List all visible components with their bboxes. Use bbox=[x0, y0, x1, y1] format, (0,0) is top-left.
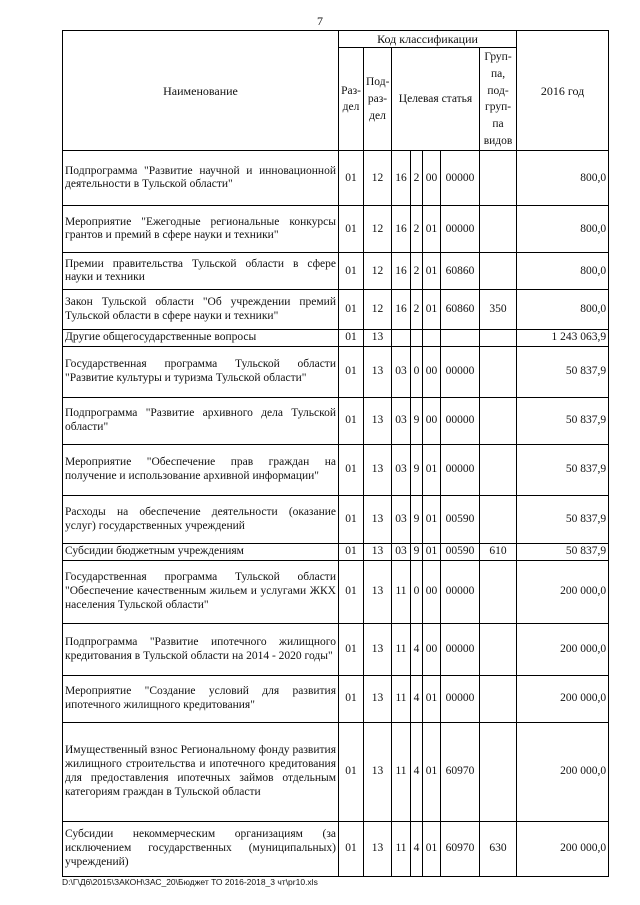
cell-amount: 50 837,9 bbox=[517, 398, 609, 445]
cell-c4: 00000 bbox=[441, 347, 480, 398]
page-number: 7 bbox=[317, 14, 323, 28]
table-row bbox=[63, 544, 609, 561]
cell-c1: 03 bbox=[392, 445, 411, 496]
file-path-footer: D:\Г\Д6\2015\ЗАКОН\ЗАС_20\Бюджет ТО 2016-2018_3 чт\pr10.xls bbox=[62, 877, 318, 887]
cell-c1: 03 bbox=[392, 347, 411, 398]
cell-c3: 01 bbox=[423, 445, 441, 496]
cell-pr: 12 bbox=[364, 290, 392, 330]
header-podrazdel: Под-раз-дел bbox=[364, 48, 392, 151]
cell-c2: 4 bbox=[411, 676, 423, 723]
cell-vr bbox=[480, 151, 517, 206]
cell-c2: 0 bbox=[411, 561, 423, 624]
cell-amount: 50 837,9 bbox=[517, 496, 609, 544]
header-razdel: Раз-дел bbox=[339, 48, 364, 151]
cell-amount: 800,0 bbox=[517, 253, 609, 290]
cell-rz: 01 bbox=[339, 561, 364, 624]
cell-name: Другие общегосударственные вопросы bbox=[63, 330, 339, 347]
cell-amount: 200 000,0 bbox=[517, 822, 609, 877]
cell-vr bbox=[480, 723, 517, 822]
cell-c2: 4 bbox=[411, 723, 423, 822]
cell-c4: 00000 bbox=[441, 624, 480, 676]
cell-c2: 4 bbox=[411, 822, 423, 877]
cell-rz: 01 bbox=[339, 723, 364, 822]
header-target: Целевая статья bbox=[392, 48, 480, 151]
cell-c1: 11 bbox=[392, 561, 411, 624]
cell-c4: 00000 bbox=[441, 206, 480, 253]
table-row bbox=[63, 624, 609, 676]
cell-amount: 800,0 bbox=[517, 290, 609, 330]
cell-amount: 200 000,0 bbox=[517, 624, 609, 676]
cell-c4: 00000 bbox=[441, 445, 480, 496]
cell-name: Государственная программа Тульской области "Развитие культуры и туризма Тульской области" bbox=[63, 347, 339, 398]
cell-name: Закон Тульской области "Об учреждении премий Тульской области в сфере науки и техники" bbox=[63, 290, 339, 330]
cell-c1: 03 bbox=[392, 398, 411, 445]
cell-vr bbox=[480, 624, 517, 676]
cell-c2: 4 bbox=[411, 624, 423, 676]
cell-c1: 11 bbox=[392, 723, 411, 822]
cell-c3: 01 bbox=[423, 544, 441, 561]
cell-c1: 11 bbox=[392, 624, 411, 676]
header-group: Груп-па, под-груп-па видов bbox=[480, 48, 517, 151]
table-row bbox=[63, 290, 609, 330]
cell-rz: 01 bbox=[339, 822, 364, 877]
cell-c1: 11 bbox=[392, 822, 411, 877]
cell-rz: 01 bbox=[339, 398, 364, 445]
cell-pr: 13 bbox=[364, 676, 392, 723]
cell-c3: 01 bbox=[423, 676, 441, 723]
cell-c1: 03 bbox=[392, 496, 411, 544]
cell-c4: 00590 bbox=[441, 496, 480, 544]
cell-name: Подпрограмма "Развитие архивного дела Тульской области" bbox=[63, 398, 339, 445]
cell-c2: 9 bbox=[411, 544, 423, 561]
cell-c3: 01 bbox=[423, 206, 441, 253]
cell-c2: 2 bbox=[411, 290, 423, 330]
cell-c4: 60970 bbox=[441, 723, 480, 822]
cell-vr bbox=[480, 676, 517, 723]
table-row bbox=[63, 723, 609, 822]
table-row bbox=[63, 253, 609, 290]
table-row bbox=[63, 330, 609, 347]
table-row bbox=[63, 151, 609, 206]
cell-pr: 13 bbox=[364, 822, 392, 877]
cell-pr: 13 bbox=[364, 330, 392, 347]
cell-vr bbox=[480, 561, 517, 624]
cell-c1: 16 bbox=[392, 151, 411, 206]
header-name: Наименование bbox=[63, 31, 339, 151]
cell-c4 bbox=[441, 330, 480, 347]
cell-pr: 13 bbox=[364, 496, 392, 544]
cell-vr bbox=[480, 445, 517, 496]
cell-c1: 16 bbox=[392, 290, 411, 330]
cell-amount: 800,0 bbox=[517, 151, 609, 206]
cell-name: Премии правительства Тульской области в сфере науки и техники bbox=[63, 253, 339, 290]
cell-c1: 03 bbox=[392, 544, 411, 561]
cell-vr: 630 bbox=[480, 822, 517, 877]
cell-c2: 2 bbox=[411, 206, 423, 253]
cell-pr: 13 bbox=[364, 723, 392, 822]
cell-amount: 50 837,9 bbox=[517, 347, 609, 398]
cell-rz: 01 bbox=[339, 206, 364, 253]
cell-amount: 50 837,9 bbox=[517, 544, 609, 561]
cell-name: Подпрограмма "Развитие ипотечного жилищного кредитования в Тульской области на 2014 - 2020 годы" bbox=[63, 624, 339, 676]
cell-pr: 12 bbox=[364, 253, 392, 290]
cell-pr: 13 bbox=[364, 624, 392, 676]
cell-c2 bbox=[411, 330, 423, 347]
cell-vr: 610 bbox=[480, 544, 517, 561]
cell-pr: 13 bbox=[364, 561, 392, 624]
cell-name: Подпрограмма "Развитие научной и инновационной деятельности в Тульской области" bbox=[63, 151, 339, 206]
table-row bbox=[63, 561, 609, 624]
table-row bbox=[63, 822, 609, 877]
cell-c3: 00 bbox=[423, 624, 441, 676]
cell-c2: 9 bbox=[411, 496, 423, 544]
cell-c2: 0 bbox=[411, 347, 423, 398]
table-row bbox=[63, 445, 609, 496]
header-year: 2016 год bbox=[517, 31, 609, 151]
cell-name: Государственная программа Тульской области "Обеспечение качественным жильем и услугами ЖКХ населения Тульской области" bbox=[63, 561, 339, 624]
cell-c1: 11 bbox=[392, 676, 411, 723]
cell-c4: 60970 bbox=[441, 822, 480, 877]
cell-c2: 2 bbox=[411, 253, 423, 290]
cell-c4: 00000 bbox=[441, 151, 480, 206]
cell-c4: 00590 bbox=[441, 544, 480, 561]
table-row bbox=[63, 347, 609, 398]
cell-pr: 12 bbox=[364, 206, 392, 253]
cell-rz: 01 bbox=[339, 290, 364, 330]
cell-amount: 50 837,9 bbox=[517, 445, 609, 496]
cell-c2: 9 bbox=[411, 398, 423, 445]
table-row bbox=[63, 206, 609, 253]
cell-name: Субсидии некоммерческим организациям (за исключением государственных (муниципальных) учреждений) bbox=[63, 822, 339, 877]
cell-name: Субсидии бюджетным учреждениям bbox=[63, 544, 339, 561]
table-row bbox=[63, 496, 609, 544]
cell-c3: 01 bbox=[423, 723, 441, 822]
cell-rz: 01 bbox=[339, 445, 364, 496]
cell-c3: 00 bbox=[423, 347, 441, 398]
cell-amount: 1 243 063,9 bbox=[517, 330, 609, 347]
budget-table bbox=[62, 30, 609, 877]
header-code: Код классификации bbox=[339, 31, 517, 48]
cell-c3: 01 bbox=[423, 496, 441, 544]
cell-rz: 01 bbox=[339, 624, 364, 676]
cell-vr bbox=[480, 496, 517, 544]
cell-amount: 800,0 bbox=[517, 206, 609, 253]
cell-vr bbox=[480, 347, 517, 398]
cell-c3: 00 bbox=[423, 398, 441, 445]
cell-amount: 200 000,0 bbox=[517, 676, 609, 723]
cell-name: Расходы на обеспечение деятельности (оказание услуг) государственных учреждений bbox=[63, 496, 339, 544]
cell-c1 bbox=[392, 330, 411, 347]
cell-name: Имущественный взнос Региональному фонду развития жилищного строительства и ипотечного кредитования для предоставления ипотечных займов отдельным категориям граждан в Тульской области bbox=[63, 723, 339, 822]
cell-c4: 00000 bbox=[441, 676, 480, 723]
cell-rz: 01 bbox=[339, 330, 364, 347]
cell-c3: 01 bbox=[423, 822, 441, 877]
cell-pr: 13 bbox=[364, 347, 392, 398]
cell-rz: 01 bbox=[339, 253, 364, 290]
cell-amount: 200 000,0 bbox=[517, 723, 609, 822]
cell-vr: 350 bbox=[480, 290, 517, 330]
cell-c2: 2 bbox=[411, 151, 423, 206]
cell-rz: 01 bbox=[339, 676, 364, 723]
cell-c1: 16 bbox=[392, 206, 411, 253]
table-row bbox=[63, 398, 609, 445]
cell-vr bbox=[480, 330, 517, 347]
table-row bbox=[63, 676, 609, 723]
cell-c2: 9 bbox=[411, 445, 423, 496]
cell-name: Мероприятие "Обеспечение прав граждан на получение и использование архивной информации" bbox=[63, 445, 339, 496]
cell-c1: 16 bbox=[392, 253, 411, 290]
cell-c4: 60860 bbox=[441, 253, 480, 290]
cell-c3 bbox=[423, 330, 441, 347]
cell-vr bbox=[480, 253, 517, 290]
cell-pr: 13 bbox=[364, 544, 392, 561]
cell-amount: 200 000,0 bbox=[517, 561, 609, 624]
cell-rz: 01 bbox=[339, 496, 364, 544]
cell-rz: 01 bbox=[339, 347, 364, 398]
cell-rz: 01 bbox=[339, 151, 364, 206]
cell-vr bbox=[480, 398, 517, 445]
cell-vr bbox=[480, 206, 517, 253]
cell-rz: 01 bbox=[339, 544, 364, 561]
cell-name: Мероприятие "Ежегодные региональные конкурсы грантов и премий в сфере науки и техники" bbox=[63, 206, 339, 253]
cell-c3: 00 bbox=[423, 151, 441, 206]
cell-c4: 00000 bbox=[441, 398, 480, 445]
cell-c4: 60860 bbox=[441, 290, 480, 330]
cell-c3: 00 bbox=[423, 561, 441, 624]
cell-c3: 01 bbox=[423, 253, 441, 290]
cell-pr: 13 bbox=[364, 398, 392, 445]
cell-pr: 12 bbox=[364, 151, 392, 206]
cell-name: Мероприятие "Создание условий для развития ипотечного жилищного кредитования" bbox=[63, 676, 339, 723]
cell-c3: 01 bbox=[423, 290, 441, 330]
cell-c4: 00000 bbox=[441, 561, 480, 624]
cell-pr: 13 bbox=[364, 445, 392, 496]
